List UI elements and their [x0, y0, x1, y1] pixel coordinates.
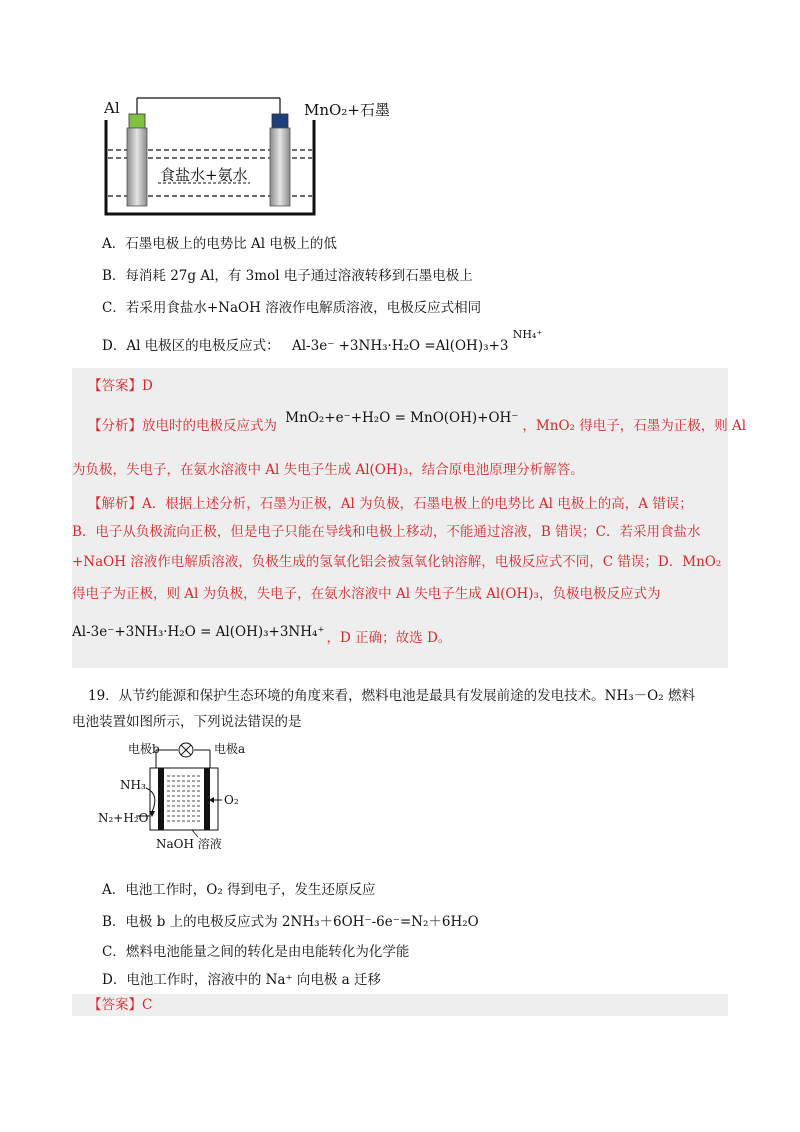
q18-option-d-ion: NH₄⁺: [512, 328, 543, 341]
electrolyte-label: NaOH 溶液: [156, 837, 222, 851]
q18-option-d: [102, 328, 543, 357]
q18-solution-line-4: 得电子为正极，则 Al 为负极，失电子，在氨水溶液中 Al 失电子生成 Al(OH)₃，负极电极反应式为: [72, 586, 661, 602]
q18-solution-line-5: [72, 624, 452, 648]
q18-solution-text-1: A．根据上述分析，石墨为正极，Al 为负极，石墨电极上的电势比 Al 电极上的高，A 错误；: [142, 496, 693, 512]
mno2-graphite-label: MnO₂+石墨: [304, 101, 390, 119]
q18-solution-tag: 【解析】: [88, 496, 142, 512]
q18-analysis: [88, 410, 747, 436]
q19-answer-tag: 【答案】: [88, 997, 142, 1013]
q18-solution-equation: Al-3e⁻+3NH₃·H₂O = Al(OH)₃+3NH₄⁺: [72, 624, 325, 640]
q19-option-d: D．电池工作时，溶液中的 Na⁺ 向电极 a 迁移: [102, 972, 382, 988]
electrode-b-label: 电极b: [128, 742, 160, 756]
q18-analysis-equation: MnO₂+e⁻+H₂O = MnO(OH)+OH⁻: [285, 410, 519, 426]
q19-stem-line-2: 电池装置如图所示，下列说法错误的是: [72, 714, 302, 730]
o2-label: O₂: [224, 793, 239, 807]
q18-analysis-text-2: ，MnO₂ 得电子，石墨为正极，则 Al: [522, 418, 747, 434]
q19-answer: [88, 995, 152, 1015]
q19-option-b: B．电极 b 上的电极反应式为 2NH₃＋6OH⁻-6e⁻=N₂＋6H₂O: [102, 914, 479, 930]
solution-label: 食盐水+氨水: [160, 166, 248, 184]
nh3-label: NH₃: [120, 778, 146, 792]
q19-option-c: C．燃料电池能量之间的转化是由电能转化为化学能: [102, 944, 410, 960]
q19-answer-box: [72, 994, 728, 1016]
al-label: Al: [104, 99, 120, 117]
q18-option-a: A．石墨电极上的电势比 Al 电极上的低: [102, 236, 337, 252]
electrode-a-label: 电极a: [214, 742, 246, 756]
q18-solution-line-3: +NaOH 溶液作电解质溶液，负极生成的氢氧化铝会被氢氧化钠溶解，电极反应式不同，C 错误；D．MnO₂: [72, 554, 722, 570]
q19-answer-value: C: [142, 997, 153, 1013]
q18-solution-line-2: B．电子从负极流向正极，但是电子只能在导线和电极上移动，不能通过溶液，B 错误；C．若采用食盐水: [72, 524, 701, 540]
q18-answer-value: D: [142, 378, 153, 394]
q19-stem-line-1: 19．从节约能源和保护生态环境的角度来看，燃料电池是最具有发展前途的发电技术。NH₃－O₂ 燃料: [88, 688, 695, 704]
q18-option-c: C．若采用食盐水+NaOH 溶液作电解质溶液，电极反应式相同: [102, 300, 482, 316]
q19-option-a: A．电池工作时，O₂ 得到电子，发生还原反应: [102, 882, 376, 898]
products-label: N₂+H₂O: [98, 811, 149, 825]
q18-solution-line-1: [88, 494, 693, 514]
q18-option-b: B．每消耗 27g Al，有 3mol 电子通过溶液转移到石墨电极上: [102, 268, 473, 284]
q18-answer-tag: 【答案】: [88, 378, 142, 394]
q18-option-d-equation: Al-3e⁻ +3NH₃·H₂O =Al(OH)₃+3: [291, 338, 509, 354]
q18-answer: [88, 376, 153, 396]
q18-analysis-text-1: 放电时的电极反应式为: [142, 418, 277, 434]
q18-option-d-prefix: D．Al 电极区的电极反应式：: [102, 338, 280, 354]
q18-analysis-tag: 【分析】: [88, 418, 142, 434]
q18-solution-end: ，D 正确；故选 D。: [326, 630, 452, 646]
q18-analysis-line-2: 为负极，失电子，在氨水溶液中 Al 失电子生成 Al(OH)₃，结合原电池原理分析解答。: [72, 462, 584, 478]
